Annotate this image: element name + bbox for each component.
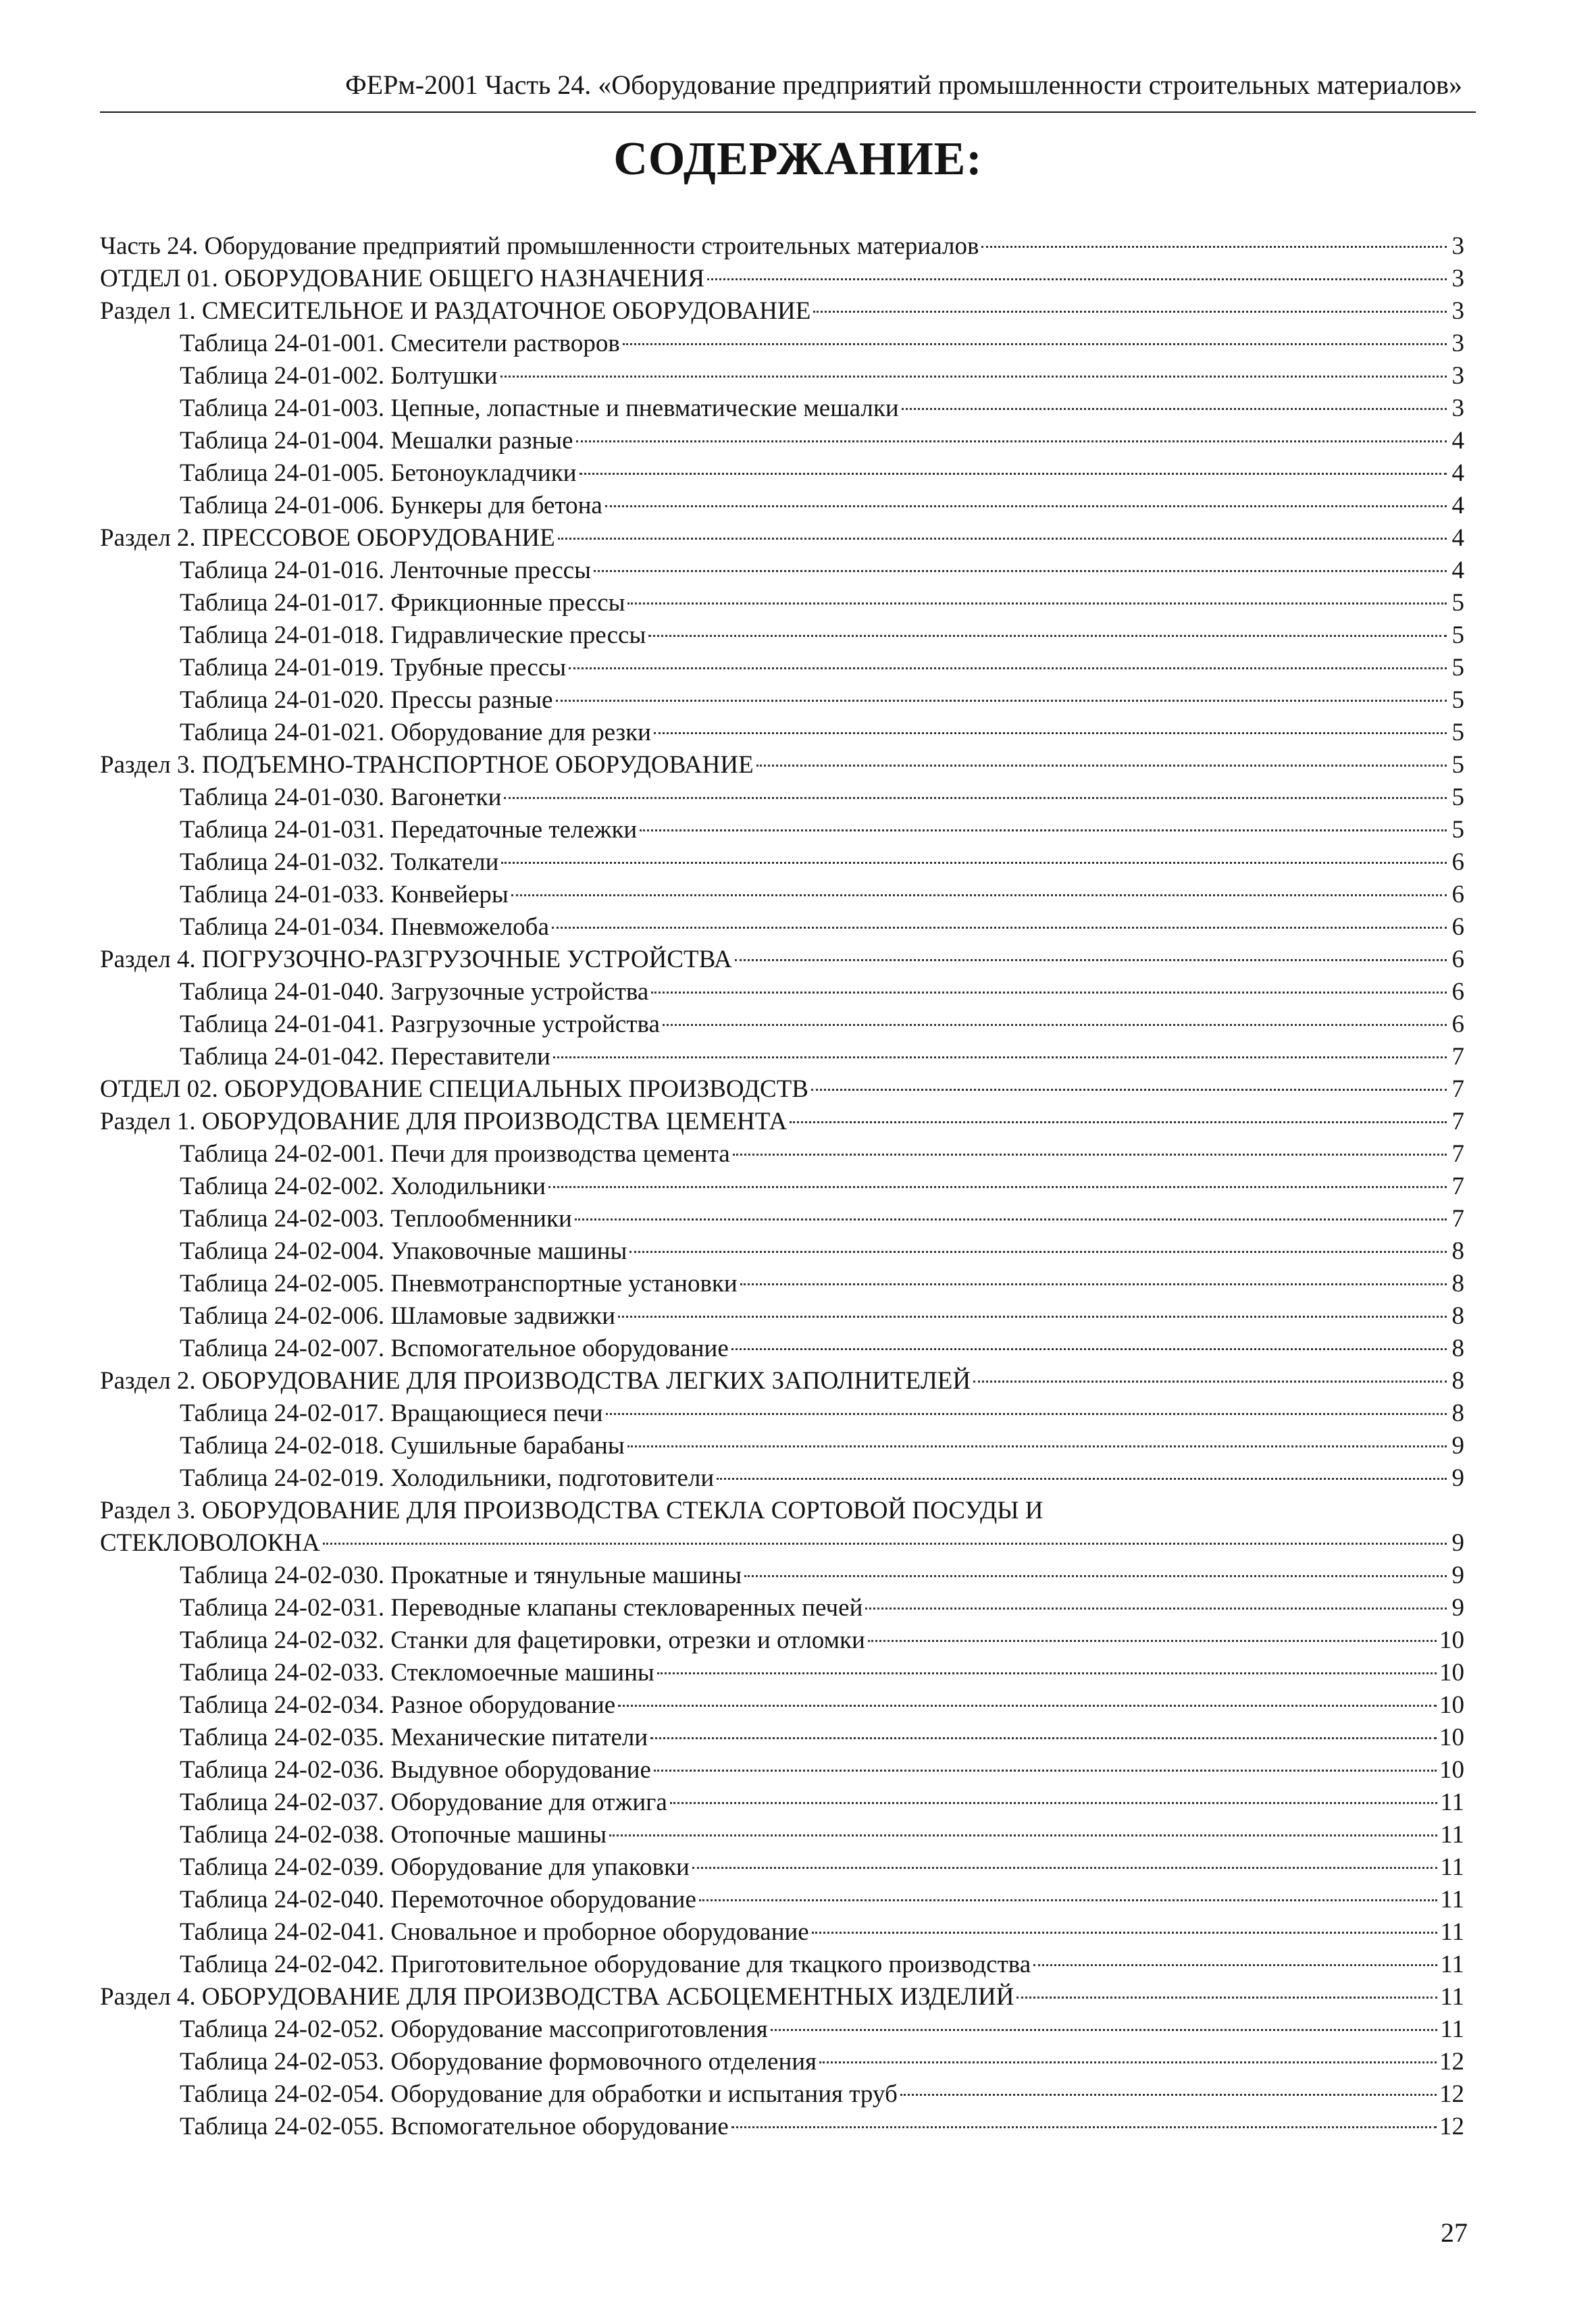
dot-leader — [981, 246, 1447, 248]
toc-entry-page: 10 — [1439, 1724, 1464, 1751]
toc-entry-label: Таблица 24-01-040. Загрузочные устройства — [180, 978, 649, 1006]
toc-entry-label: Таблица 24-02-039. Оборудование для упаковки — [180, 1853, 690, 1881]
dot-leader — [973, 1381, 1447, 1383]
toc-entry-label: Таблица 24-01-004. Мешалки разные — [180, 427, 573, 455]
toc-entry-label: Таблица 24-01-001. Смесители растворов — [180, 330, 620, 357]
dot-leader — [623, 343, 1447, 345]
toc-entry-page: 6 — [1451, 946, 1464, 973]
toc-entry-table[interactable] — [100, 717, 1464, 749]
toc-entry-table[interactable] — [100, 555, 1464, 587]
dot-leader — [670, 1802, 1438, 1804]
dot-leader — [629, 1251, 1447, 1253]
dot-leader — [556, 700, 1447, 702]
toc-entry-label: Таблица 24-02-055. Вспомогательное оборудование — [180, 2113, 729, 2140]
toc-entry-page: 3 — [1451, 297, 1464, 325]
toc-entry-label: Таблица 24-02-036. Выдувное оборудование — [180, 1756, 651, 1784]
toc-entry-section[interactable] — [100, 1527, 1464, 1560]
toc-entry-page: 9 — [1451, 1529, 1464, 1557]
toc-entry-label: Таблица 24-02-018. Сушильные барабаны — [180, 1432, 625, 1460]
toc-entry-section[interactable] — [100, 749, 1464, 781]
toc-entry-table[interactable] — [100, 781, 1464, 814]
toc-entry-label: Раздел 2. ПРЕССОВОЕ ОБОРУДОВАНИЕ — [100, 524, 555, 552]
toc-entry-table[interactable] — [100, 1592, 1464, 1624]
dot-leader — [707, 278, 1447, 280]
toc-entry-page: 11 — [1440, 1886, 1464, 1913]
toc-entry-label: Таблица 24-01-031. Передаточные тележки — [180, 816, 638, 844]
header-rule — [100, 111, 1476, 113]
toc-entry-table[interactable] — [100, 392, 1464, 425]
toc-entry-page: 5 — [1451, 654, 1464, 682]
toc-entry-page: 10 — [1439, 1626, 1464, 1654]
toc-entry-table[interactable] — [100, 425, 1464, 457]
toc-entry-page: 4 — [1451, 427, 1464, 455]
toc-entry-label: Таблица 24-01-030. Вагонетки — [180, 783, 502, 811]
dot-leader — [654, 1770, 1437, 1772]
toc-entry-label: Таблица 24-01-016. Ленточные прессы — [180, 557, 591, 584]
toc-entry-label: Таблица 24-02-031. Переводные клапаны стекловаренных печей — [180, 1594, 863, 1622]
dot-leader — [733, 1154, 1447, 1156]
toc-entry-page: 7 — [1451, 1140, 1464, 1168]
toc-entry-label: Таблица 24-02-030. Прокатные и тянульные машины — [180, 1562, 742, 1589]
toc-entry-page: 11 — [1440, 2015, 1464, 2043]
toc-entry-label: Раздел 3. ОБОРУДОВАНИЕ ДЛЯ ПРОИЗВОДСТВА СТЕКЛА СОРТОВОЙ ПОСУДЫ И — [100, 1497, 1044, 1524]
dot-leader — [558, 538, 1447, 540]
toc-entry-table[interactable] — [100, 1203, 1464, 1235]
dot-leader — [811, 1089, 1447, 1091]
toc-entry-table[interactable] — [100, 1138, 1464, 1171]
toc-entry-page: 10 — [1439, 1659, 1464, 1687]
toc-entry-page: 8 — [1451, 1270, 1464, 1297]
toc-entry-page: 8 — [1451, 1302, 1464, 1330]
toc-entry-table[interactable] — [100, 879, 1464, 911]
toc-entry-section[interactable] — [100, 1981, 1464, 2013]
toc-entry-section[interactable] — [100, 944, 1464, 976]
toc-entry-page: 4 — [1451, 459, 1464, 487]
page-number: 27 — [1441, 2217, 1468, 2248]
toc-entry-label: Раздел 1. ОБОРУДОВАНИЕ ДЛЯ ПРОИЗВОДСТВА ЦЕМЕНТА — [100, 1108, 788, 1135]
toc-entry-page: 5 — [1451, 621, 1464, 649]
dot-leader — [900, 2094, 1437, 2096]
toc-entry-table[interactable] — [100, 976, 1464, 1008]
dot-leader — [618, 1316, 1447, 1318]
toc-entry-table[interactable] — [100, 619, 1464, 652]
toc-entry-label: Таблица 24-02-042. Приготовительное оборудование для ткацкого производства — [180, 1951, 1031, 1978]
dot-leader — [618, 1705, 1437, 1707]
toc-entry-table[interactable] — [100, 911, 1464, 944]
toc-entry-label: Таблица 24-02-033. Стекломоечные машины — [180, 1659, 654, 1687]
dot-leader — [650, 1737, 1437, 1739]
toc-entry-table[interactable] — [100, 1333, 1464, 1365]
toc-entry-page: 4 — [1451, 557, 1464, 584]
toc-entry-table[interactable] — [100, 1722, 1464, 1754]
dot-leader — [548, 1186, 1447, 1188]
toc-entry-page: 4 — [1451, 524, 1464, 552]
dot-leader — [323, 1543, 1447, 1545]
toc-entry-page: 12 — [1439, 2113, 1464, 2140]
dot-leader — [663, 1024, 1447, 1026]
toc-entry-page: 8 — [1451, 1335, 1464, 1362]
toc-entry-page: 7 — [1451, 1043, 1464, 1071]
toc-entry-label: Таблица 24-02-032. Станки для фацетировки, отрезки и отломки — [180, 1626, 865, 1654]
dot-leader — [627, 1445, 1447, 1447]
toc-entry-table[interactable] — [100, 1560, 1464, 1592]
toc-entry-table[interactable] — [100, 846, 1464, 879]
dot-leader — [790, 1121, 1447, 1123]
toc-entry-label: ОТДЕЛ 02. ОБОРУДОВАНИЕ СПЕЦИАЛЬНЫХ ПРОИЗВОДСТВ — [100, 1075, 808, 1103]
dot-leader — [1033, 1964, 1437, 1966]
dot-leader — [735, 959, 1447, 961]
toc-entry-table[interactable] — [100, 1462, 1464, 1495]
toc-entry-label: Раздел 2. ОБОРУДОВАНИЕ ДЛЯ ПРОИЗВОДСТВА ЛЕГКИХ ЗАПОЛНИТЕЛЕЙ — [100, 1367, 971, 1395]
toc-entry-page: 8 — [1451, 1399, 1464, 1427]
toc-entry-table[interactable] — [100, 1689, 1464, 1722]
dot-leader — [865, 1608, 1447, 1610]
toc-entry-table[interactable] — [100, 1851, 1464, 1884]
dot-leader — [812, 1932, 1438, 1934]
toc-entry-label: Таблица 24-01-020. Прессы разные — [180, 686, 553, 714]
dot-leader — [648, 635, 1447, 637]
toc-entry-label: Таблица 24-02-053. Оборудование формовочного отделения — [180, 2048, 817, 2076]
toc-entry-page: 3 — [1451, 265, 1464, 292]
toc-entry-label: Таблица 24-01-019. Трубные прессы — [180, 654, 567, 682]
toc-entry-page: 11 — [1440, 1821, 1464, 1849]
toc-entry-label: Таблица 24-01-003. Цепные, лопастные и пневматические мешалки — [180, 394, 899, 422]
toc-entry-label: Таблица 24-02-038. Отопочные машины — [180, 1821, 607, 1849]
toc-entry-page: 9 — [1451, 1464, 1464, 1492]
dot-leader — [657, 1672, 1437, 1674]
toc-entry-table[interactable] — [100, 1624, 1464, 1657]
toc-entry-label: Таблица 24-02-034. Разное оборудование — [180, 1691, 616, 1719]
toc-entry-label: Раздел 3. ПОДЪЕМНО-ТРАНСПОРТНОЕ ОБОРУДОВАНИЕ — [100, 751, 754, 779]
toc-entry-section[interactable] — [100, 263, 1464, 295]
toc-entry-label: Таблица 24-02-040. Перемоточное оборудование — [180, 1886, 696, 1913]
dot-leader — [576, 440, 1447, 442]
toc-entry-page: 11 — [1440, 1853, 1464, 1881]
toc-entry-label: Таблица 24-02-002. Холодильники — [180, 1173, 546, 1200]
toc-entry-page: 7 — [1451, 1205, 1464, 1233]
toc-entry-label: Раздел 4. ОБОРУДОВАНИЕ ДЛЯ ПРОИЗВОДСТВА АСБОЦЕМЕНТНЫХ ИЗДЕЛИЙ — [100, 1983, 1014, 2011]
dot-leader — [606, 1413, 1447, 1415]
running-header: ФЕРм-2001 Часть 24. «Оборудование предприятий промышленности строительных материалов» — [345, 70, 1462, 100]
toc-entry-page: 3 — [1451, 330, 1464, 357]
toc-entry-table[interactable] — [100, 2013, 1464, 2046]
toc-entry-label: Таблица 24-02-006. Шламовые задвижки — [180, 1302, 615, 1330]
table-of-contents — [100, 230, 1464, 2143]
dot-leader — [594, 570, 1447, 572]
toc-entry-section[interactable] — [100, 522, 1464, 555]
toc-entry-page: 10 — [1439, 1691, 1464, 1719]
toc-entry-table[interactable] — [100, 2078, 1464, 2111]
toc-entry-label: Таблица 24-02-037. Оборудование для отжига — [180, 1789, 667, 1816]
toc-entry-label: Таблица 24-02-007. Вспомогательное оборудование — [180, 1335, 729, 1362]
dot-leader — [640, 829, 1447, 831]
toc-entry-page: 6 — [1451, 1010, 1464, 1038]
dot-leader — [553, 1056, 1447, 1058]
toc-entry-page: 12 — [1439, 2080, 1464, 2108]
toc-entry-table[interactable] — [100, 814, 1464, 846]
toc-entry-page: 3 — [1451, 394, 1464, 422]
toc-entry-page: 8 — [1451, 1237, 1464, 1265]
toc-entry-label: Таблица 24-02-035. Механические питатели — [180, 1724, 648, 1751]
toc-entry-label: Таблица 24-01-006. Бункеры для бетона — [180, 492, 602, 519]
dot-leader — [552, 927, 1447, 929]
toc-entry-page: 6 — [1451, 978, 1464, 1006]
toc-entry-label: Таблица 24-02-017. Вращающиеся печи — [180, 1399, 603, 1427]
toc-entry-label: Таблица 24-01-042. Переставители — [180, 1043, 550, 1071]
toc-entry-label: Таблица 24-02-003. Теплообменники — [180, 1205, 572, 1233]
toc-entry-section[interactable] — [100, 1073, 1464, 1106]
dot-leader — [500, 376, 1447, 378]
toc-entry-table[interactable] — [100, 1819, 1464, 1851]
toc-entry-label: Таблица 24-02-005. Пневмотранспортные установки — [180, 1270, 738, 1297]
toc-entry-table[interactable] — [100, 1430, 1464, 1462]
dot-leader — [692, 1867, 1438, 1869]
toc-entry-table[interactable] — [100, 328, 1464, 360]
toc-entry-page: 7 — [1451, 1108, 1464, 1135]
toc-entry-table[interactable] — [100, 587, 1464, 619]
toc-entry-page: 9 — [1451, 1432, 1464, 1460]
toc-entry-page: 5 — [1451, 686, 1464, 714]
toc-entry-page: 11 — [1440, 1918, 1464, 1946]
toc-entry-page: 3 — [1451, 232, 1464, 260]
toc-entry-page: 9 — [1451, 1562, 1464, 1589]
toc-entry-label: Таблица 24-01-021. Оборудование для резки — [180, 719, 651, 746]
dot-leader — [627, 602, 1447, 605]
toc-entry-table[interactable] — [100, 360, 1464, 392]
dot-leader — [575, 1218, 1447, 1220]
toc-entry-table[interactable] — [100, 1657, 1464, 1689]
toc-entry-label: Таблица 24-02-019. Холодильники, подготовители — [180, 1464, 715, 1492]
toc-entry-page: 9 — [1451, 1594, 1464, 1622]
toc-entry-page: 10 — [1439, 1756, 1464, 1784]
dot-leader — [654, 732, 1447, 734]
dot-leader — [504, 797, 1447, 799]
toc-entry-label: Раздел 4. ПОГРУЗОЧНО-РАЗГРУЗОЧНЫЕ УСТРОЙСТВА — [100, 946, 732, 973]
dot-leader — [731, 1348, 1447, 1350]
toc-entry-table[interactable] — [100, 1916, 1464, 1949]
toc-entry-table[interactable] — [100, 1884, 1464, 1916]
dot-leader — [740, 1283, 1447, 1285]
toc-entry-label: Таблица 24-01-002. Болтушки — [180, 362, 498, 390]
toc-entry-page: 5 — [1451, 783, 1464, 811]
toc-entry-page: 12 — [1439, 2048, 1464, 2076]
toc-entry-page: 5 — [1451, 816, 1464, 844]
toc-entry-label: Таблица 24-01-034. Пневможелоба — [180, 913, 549, 941]
toc-entry-label: Часть 24. Оборудование предприятий промышленности строительных материалов — [100, 232, 979, 260]
page-title: СОДЕРЖАНИЕ: — [613, 133, 983, 185]
toc-entry-label: Таблица 24-02-041. Сновальное и проборное оборудование — [180, 1918, 809, 1946]
dot-leader — [569, 667, 1447, 669]
toc-entry-section[interactable] — [100, 295, 1464, 328]
toc-entry-table[interactable] — [100, 2111, 1464, 2143]
toc-entry-page: 3 — [1451, 362, 1464, 390]
toc-entry-table[interactable] — [100, 652, 1464, 684]
toc-entry-table[interactable] — [100, 1268, 1464, 1300]
toc-entry-section[interactable] — [100, 1106, 1464, 1138]
toc-entry-table[interactable] — [100, 1171, 1464, 1203]
dot-leader — [609, 1834, 1437, 1836]
dot-leader — [744, 1575, 1447, 1577]
dot-leader — [731, 2126, 1437, 2128]
toc-entry-label: Таблица 24-02-001. Печи для производства цемента — [180, 1140, 730, 1168]
dot-leader — [756, 765, 1447, 767]
toc-entry-page: 5 — [1451, 589, 1464, 617]
toc-entry-page: 8 — [1451, 1367, 1464, 1395]
toc-entry-table[interactable] — [100, 457, 1464, 490]
dot-leader — [651, 992, 1447, 994]
toc-entry-table[interactable] — [100, 1300, 1464, 1333]
toc-entry-page: 6 — [1451, 913, 1464, 941]
toc-entry-page: 11 — [1440, 1951, 1464, 1978]
toc-entry-label: Таблица 24-01-032. Толкатели — [180, 848, 499, 876]
toc-entry-page: 11 — [1440, 1983, 1464, 2011]
toc-entry-table[interactable] — [100, 1949, 1464, 1981]
dot-leader — [1016, 1997, 1437, 1999]
toc-entry-label: Таблица 24-01-033. Конвейеры — [180, 881, 509, 908]
toc-entry-table[interactable] — [100, 1754, 1464, 1786]
toc-entry-label: Таблица 24-01-005. Бетоноукладчики — [180, 459, 577, 487]
toc-entry-page: 7 — [1451, 1075, 1464, 1103]
dot-leader — [699, 1899, 1437, 1901]
dot-leader — [902, 408, 1447, 410]
toc-entry-page: 7 — [1451, 1173, 1464, 1200]
toc-entry-label: Таблица 24-01-017. Фрикционные прессы — [180, 589, 625, 617]
dot-leader — [868, 1640, 1437, 1642]
toc-entry-label: Таблица 24-02-052. Оборудование массоприготовления — [180, 2015, 768, 2043]
toc-entry-table[interactable] — [100, 1041, 1464, 1073]
toc-entry-page: 5 — [1451, 751, 1464, 779]
dot-leader — [511, 894, 1447, 896]
toc-entry-label: Таблица 24-02-054. Оборудование для обработки и испытания труб — [180, 2080, 898, 2108]
dot-leader — [771, 2029, 1438, 2031]
dot-leader — [580, 473, 1447, 475]
toc-entry-table[interactable] — [100, 1786, 1464, 1819]
toc-entry-label: Таблица 24-01-041. Разгрузочные устройства — [180, 1010, 660, 1038]
dot-leader — [717, 1478, 1447, 1480]
toc-entry-label: Раздел 1. СМЕСИТЕЛЬНОЕ И РАЗДАТОЧНОЕ ОБОРУДОВАНИЕ — [100, 297, 811, 325]
toc-entry-label: СТЕКЛОВОЛОКНА — [100, 1529, 320, 1557]
dot-leader — [819, 2061, 1437, 2063]
toc-entry-label: Таблица 24-02-004. Упаковочные машины — [180, 1237, 627, 1265]
toc-entry-table[interactable] — [100, 490, 1464, 522]
toc-entry-section[interactable] — [100, 230, 1464, 263]
toc-entry-label: Таблица 24-01-018. Гидравлические прессы — [180, 621, 646, 649]
toc-entry-page: 6 — [1451, 848, 1464, 876]
dot-leader — [813, 311, 1447, 313]
toc-entry-section[interactable] — [100, 1365, 1464, 1397]
toc-entry-table[interactable] — [100, 1235, 1464, 1268]
toc-entry-page: 5 — [1451, 719, 1464, 746]
toc-entry-label: ОТДЕЛ 01. ОБОРУДОВАНИЕ ОБЩЕГО НАЗНАЧЕНИЯ — [100, 265, 705, 292]
toc-entry-table[interactable] — [100, 684, 1464, 717]
toc-entry-page: 11 — [1440, 1789, 1464, 1816]
dot-leader — [605, 505, 1447, 507]
dot-leader — [501, 862, 1447, 864]
toc-entry-table[interactable] — [100, 1397, 1464, 1430]
toc-entry-page: 6 — [1451, 881, 1464, 908]
toc-entry-table[interactable] — [100, 2046, 1464, 2078]
toc-entry-table[interactable] — [100, 1008, 1464, 1041]
toc-entry-page: 4 — [1451, 492, 1464, 519]
